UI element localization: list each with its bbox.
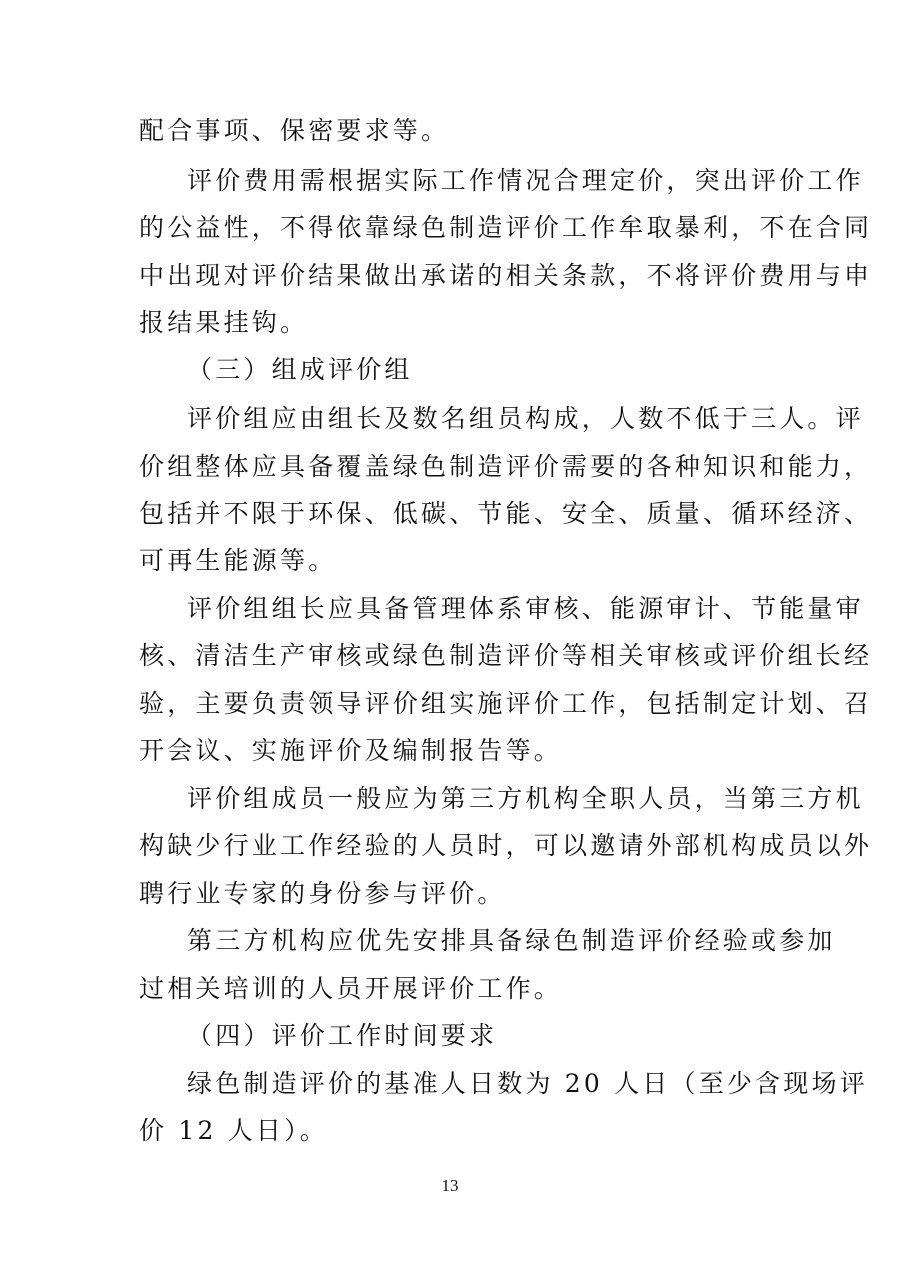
text-line: 聘行业专家的身份参与评价。 [139, 879, 506, 908]
text-line: 包括并不限于环保、低碳、节能、安全、质量、循环经济、 [139, 499, 873, 528]
page-number: 13 [441, 1176, 459, 1195]
text-line: 价组整体应具备覆盖绿色制造评价需要的各种知识和能力， [139, 452, 873, 481]
paragraph-first-line: 第三方机构应优先安排具备绿色制造评价经验或参加 [187, 926, 836, 955]
text-line: 中出现对评价结果做出承诺的相关条款，不将评价费用与申 [139, 261, 873, 290]
section-heading: （三）组成评价组 [187, 355, 413, 384]
text-line: 配合事项、保密要求等。 [139, 116, 450, 145]
paragraph-first-line: 评价组组长应具备管理体系审核、能源审计、节能量审 [187, 594, 864, 623]
paragraph-first-line: 评价费用需根据实际工作情况合理定价，突出评价工作 [187, 166, 864, 195]
text-line: 价 12 人日）。 [139, 1116, 329, 1145]
text-line: 报结果挂钩。 [139, 308, 309, 337]
paragraph-first-line: 评价组应由组长及数名组员构成，人数不低于三人。评 [187, 404, 864, 433]
text-line: 开会议、实施评价及编制报告等。 [139, 736, 563, 765]
text-line: 验，主要负责领导评价组实施评价工作，包括制定计划、召 [139, 689, 873, 718]
text-line: 核、清洁生产审核或绿色制造评价等相关审核或评价组长经 [139, 641, 873, 670]
text-line: 的公益性，不得依靠绿色制造评价工作牟取暴利，不在合同 [139, 213, 873, 242]
text-line: 构缺少行业工作经验的人员时，可以邀请外部机构成员以外 [139, 831, 873, 860]
text-line: 可再生能源等。 [139, 546, 337, 575]
text-line: 过相关培训的人员开展评价工作。 [139, 974, 563, 1003]
paragraph-first-line: 评价组成员一般应为第三方机构全职人员，当第三方机 [187, 784, 864, 813]
section-heading: （四）评价工作时间要求 [187, 1021, 498, 1050]
paragraph-first-line: 绿色制造评价的基准人日数为 20 人日（至少含现场评 [187, 1069, 868, 1098]
